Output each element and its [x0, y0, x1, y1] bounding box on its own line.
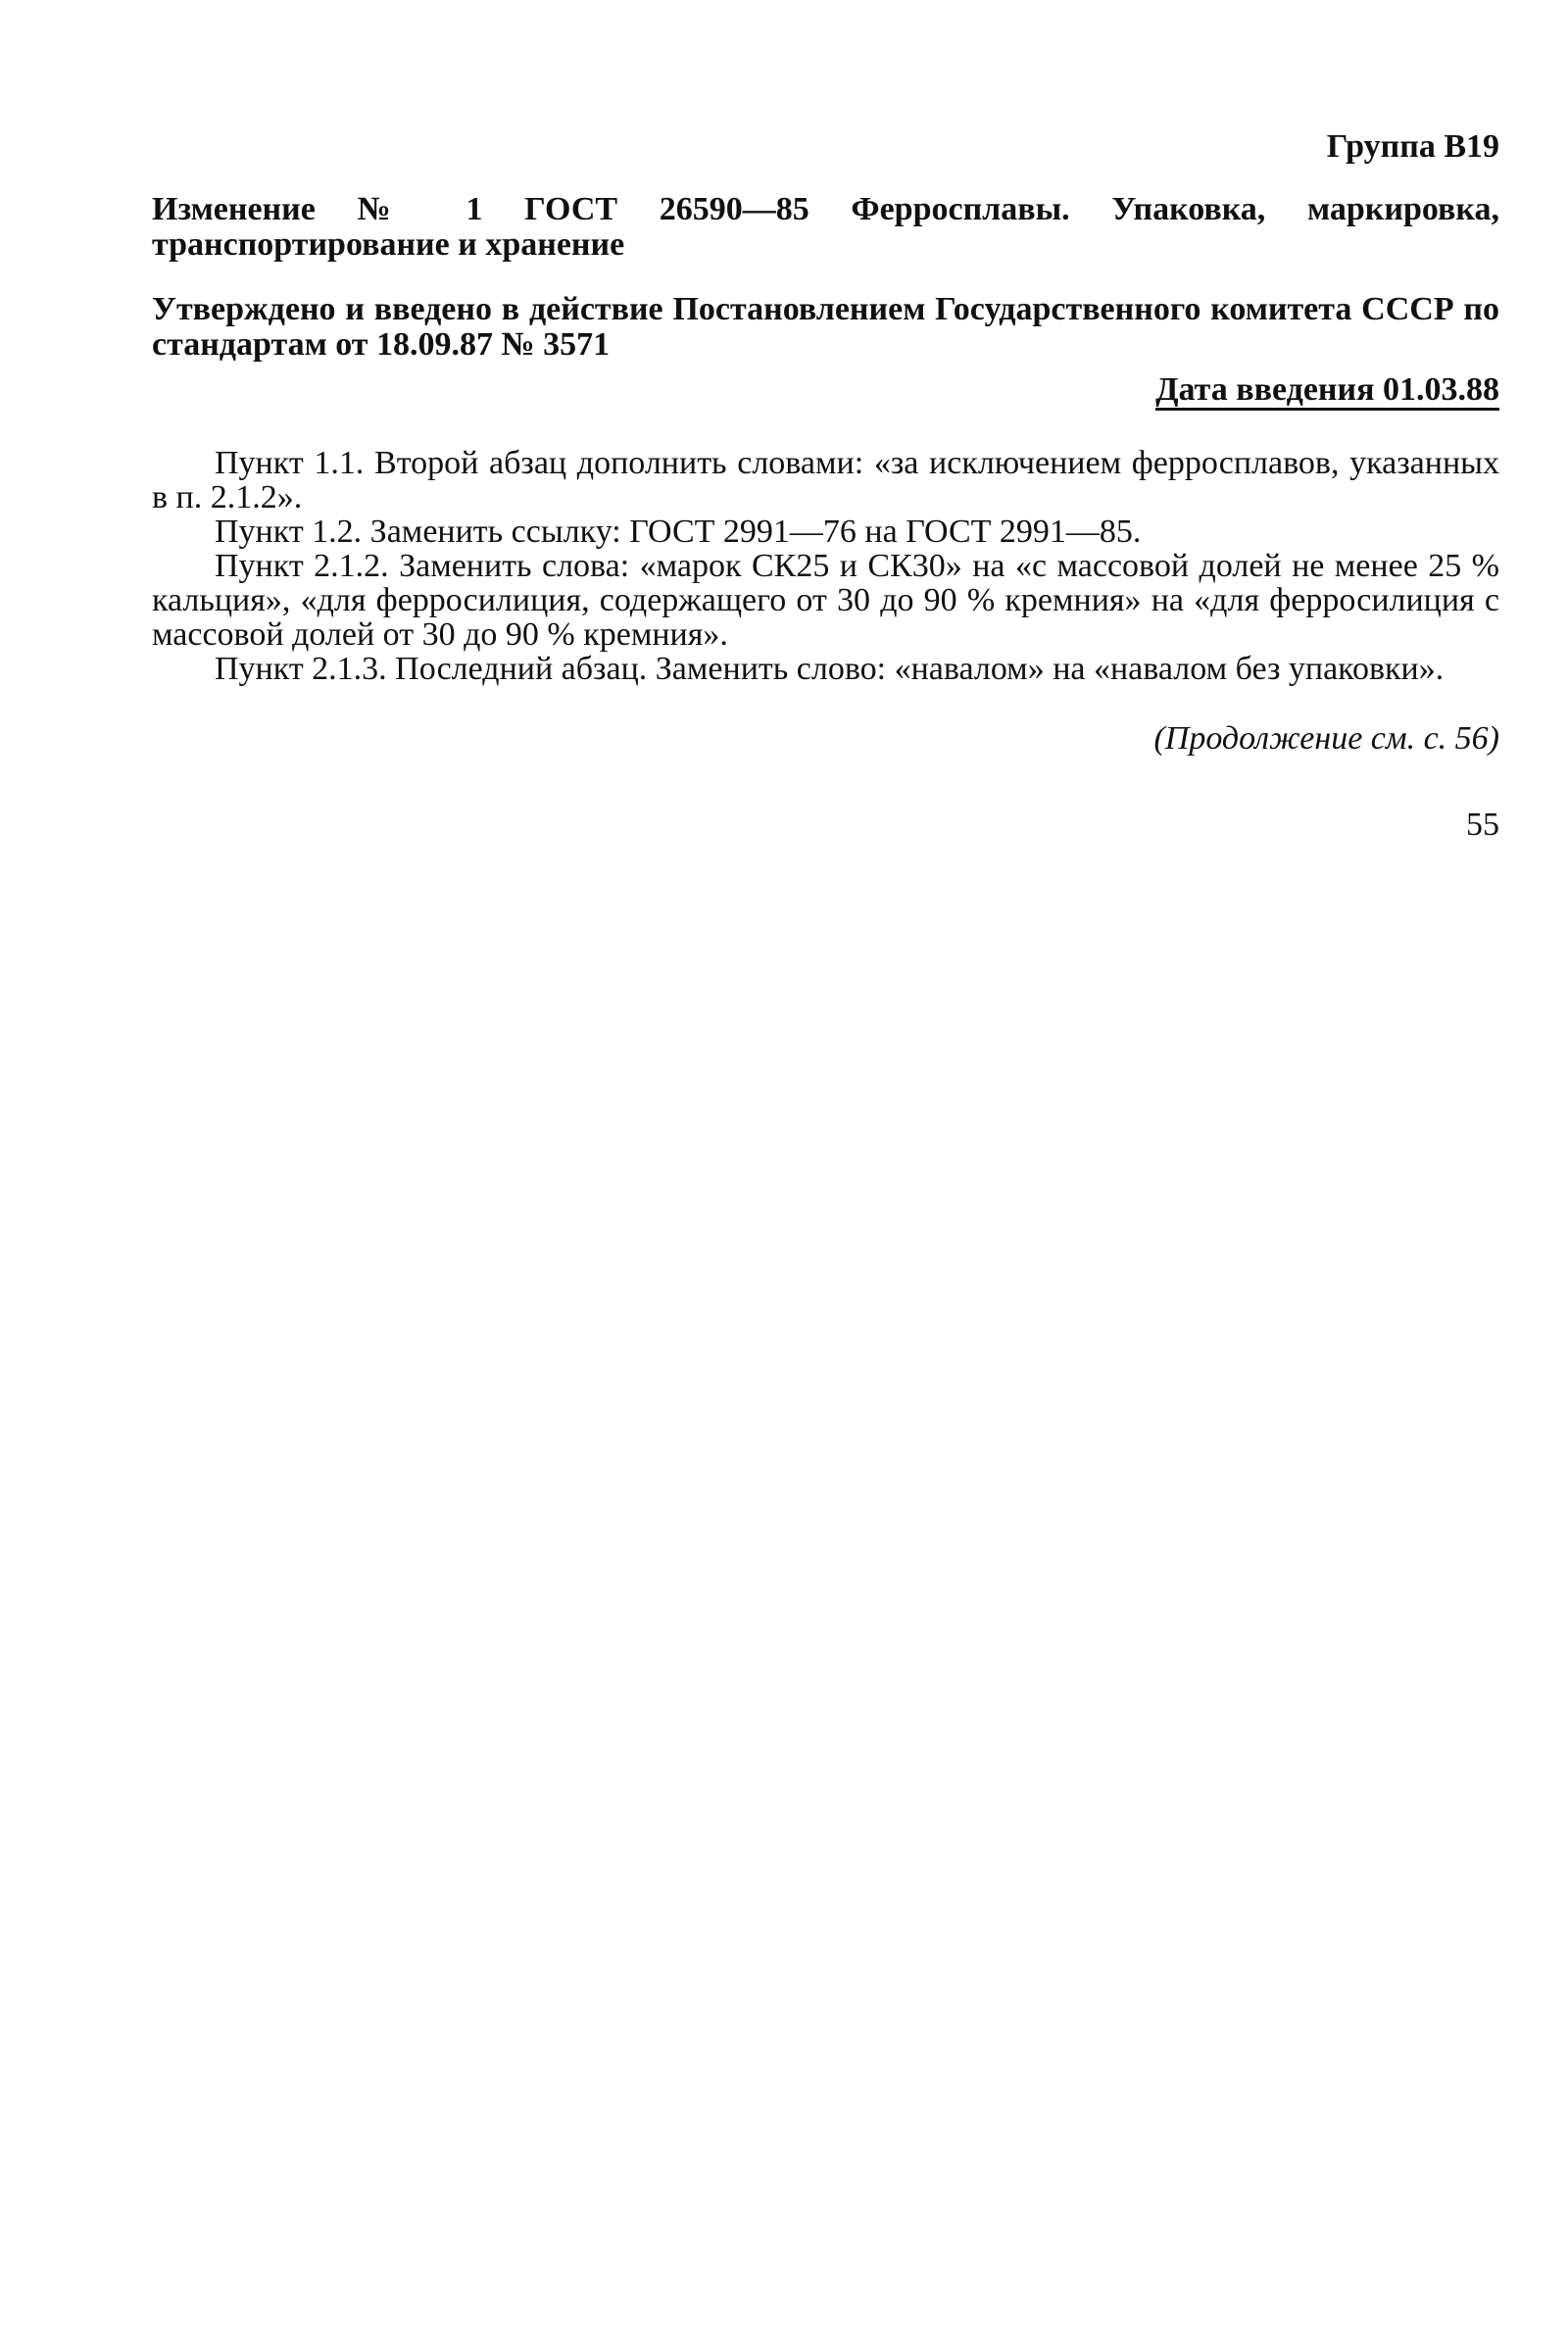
effective-date [152, 370, 1499, 411]
change-title: Изменение № 1 ГОСТ 26590—85 Ферросплавы. Упаковка, маркировка, транспортирование и хранение [152, 191, 1499, 263]
continuation-note: (Продолжение см. с. 56) [1153, 720, 1499, 757]
paragraph-3: Пункт 2.1.2. Заменить слова: «марок СК25 и СК30» на «с массовой долей не менее 25 % кальция», «для ферросилиция, содержащего от 30 до 90 % кремния» на «для ферросилиция с массовой долей от 30 до 90 % кремния». [152, 548, 1499, 653]
effective-date-value: 01.03.88 [1383, 371, 1499, 408]
paragraph-2: Пункт 1.2. Заменить ссылку: ГОСТ 2991—76 на ГОСТ 2991—85. [215, 514, 1142, 550]
page-number: 55 [1466, 807, 1499, 843]
effective-date-label: Дата введения [1155, 371, 1375, 408]
effective-date-underline [1155, 372, 1499, 411]
approval-statement: Утверждено и введено в действие Постановлением Государственного комитета СССР по стандартам от 18.09.87 № 3571 [152, 291, 1499, 363]
group-code: Группа В19 [1326, 128, 1499, 165]
paragraph-1: Пункт 1.1. Второй абзац дополнить словами: «за исключением ферросплавов, указанных в п. 2.1.2». [152, 445, 1499, 515]
document-page [152, 127, 1499, 845]
paragraph-4: Пункт 2.1.3. Последний абзац. Заменить слово: «навалом» на «навалом без упаковки». [215, 651, 1445, 687]
